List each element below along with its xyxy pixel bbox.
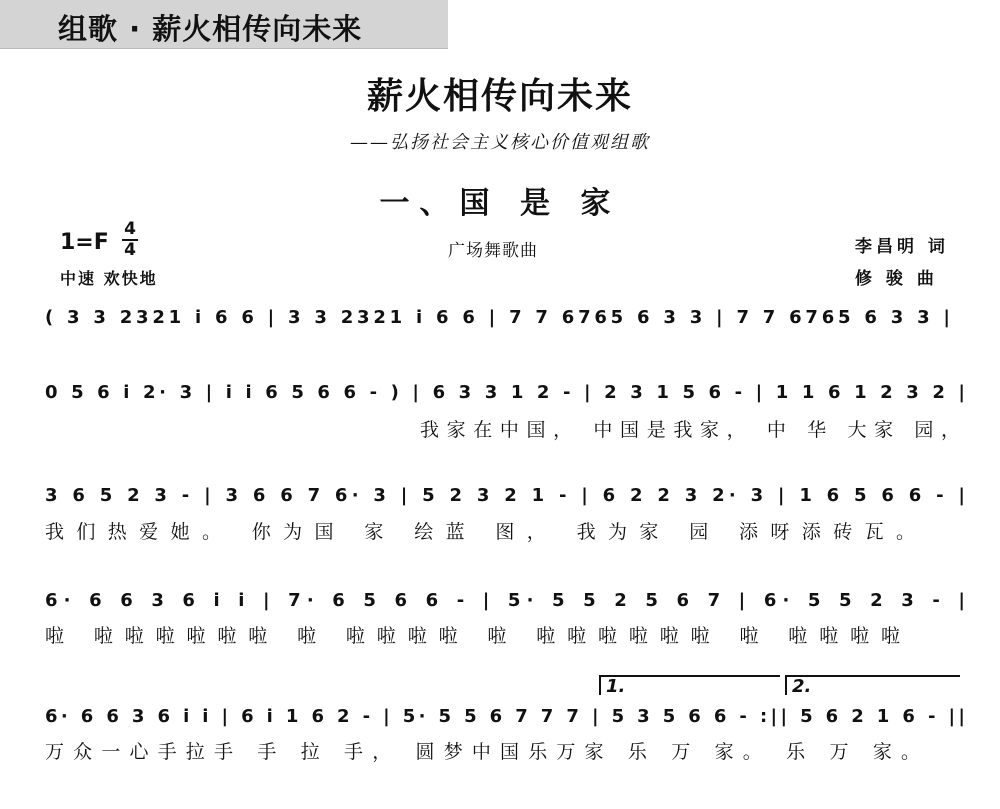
score-row-4-notes: 6· 6 6 3 6 i i | 7· 6 5 6 6 - | 5· 5 5 2 5 6 7 | 6· 5 5 2 3 - | xyxy=(45,590,965,611)
score-row-2-lyrics: 我家在中国， 中国是我家， 中 华 大家 园， xyxy=(420,419,960,441)
section-title: 一、国 是 家 xyxy=(379,186,621,221)
score-row-5-notes: 6· 6 6 3 6 i i | 6 i 1 6 2 - | 5· 5 5 6 7 7 7 | 5 3 5 6 6 - :|| 5 6 2 1 6 - || xyxy=(45,706,965,727)
composer-credit: 修 骏 曲 xyxy=(855,269,938,289)
score-row-2-notes: 0 5 6 i 2· 3 | i i 6 5 6 6 - ) | 6 3 3 1 2 - | 2 3 1 5 6 - | 1 1 6 1 2 3 2 | xyxy=(45,382,965,403)
time-denominator: 4 xyxy=(124,240,136,260)
song-style: 广场舞歌曲 xyxy=(448,241,538,261)
score-row-4-lyrics: 啦 啦啦啦啦啦啦 啦 啦啦啦啦 啦 啦啦啦啦啦啦 啦 啦啦啦啦 xyxy=(45,625,900,647)
song-subtitle: ——弘扬社会主义核心价值观组歌 xyxy=(350,132,650,153)
tempo-marking: 中速 欢快地 xyxy=(60,269,158,288)
volta-2-label: 2. xyxy=(792,676,812,697)
key-label: 1=F xyxy=(60,230,109,255)
lyricist-credit: 李昌明 词 xyxy=(855,237,949,257)
time-numerator: 4 xyxy=(124,219,136,239)
score-row-3-lyrics: 我们热爱她。 你为国 家 绘蓝 图， 我为家 园 添呀添砖瓦。 xyxy=(45,521,915,543)
score-row-3-notes: 3 6 5 2 3 - | 3 6 6 7 6· 3 | 5 2 3 2 1 - | 6 2 2 3 2· 3 | 1 6 5 6 6 - | xyxy=(45,485,965,506)
volta-1-label: 1. xyxy=(606,676,626,697)
song-title: 薪火相传向未来 xyxy=(366,75,633,117)
score-row-5-lyrics: 万众一心手拉手 手 拉 手， 圆梦中国乐万家 乐 万 家。 乐 万 家。 xyxy=(45,741,920,763)
banner-title: 组歌 · 薪火相传向未来 xyxy=(58,12,363,46)
volta-2-bracket xyxy=(786,676,960,695)
score-row-1-notes: ( 3 3 2321 i 6 6 | 3 3 2321 i 6 6 | 7 7 6765 6 3 3 | 7 7 6765 6 3 3 | xyxy=(45,307,950,328)
volta-1-bracket xyxy=(600,676,780,695)
